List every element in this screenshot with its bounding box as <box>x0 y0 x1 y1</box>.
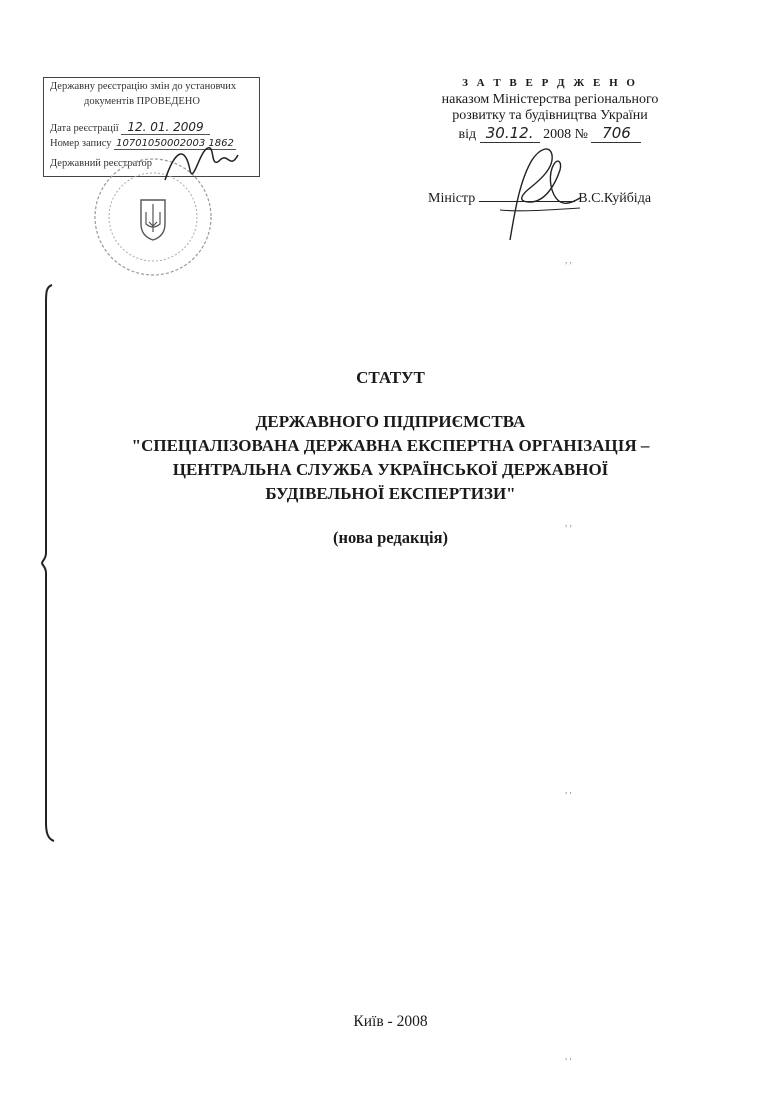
scan-speck: , , <box>565 255 572 265</box>
scan-speck: , , <box>565 1051 572 1061</box>
minister-label: Міністр <box>428 191 476 206</box>
subtitle-line-2: "СПЕЦІАЛІЗОВАНА ДЕРЖАВНА ЕКСПЕРТНА ОРГАНІЗАЦІЯ – <box>131 436 650 455</box>
approval-heading: З А Т В Е Р Д Ж Е Н О <box>462 77 638 89</box>
stamp-date-row <box>50 120 210 134</box>
registrar-signature-icon <box>160 140 240 190</box>
stamp-number-label: Номер запису <box>50 138 112 149</box>
minister-name: В.С.Куйбіда <box>578 191 652 206</box>
approval-date-prefix: від <box>458 127 477 142</box>
stamp-line-1: Державну реєстрацію змін до установчих <box>50 81 237 92</box>
stamp-date-value: 12. 01. 2009 <box>121 120 209 135</box>
subtitle-line-4: БУДІВЕЛЬНОЇ ЕКСПЕРТИЗИ" <box>265 484 516 503</box>
edition-note: (нова редакція) <box>332 528 449 547</box>
place-and-year: Київ - 2008 <box>353 1013 428 1030</box>
approval-date-value: 30.12. <box>480 124 540 143</box>
approval-year: 2008 № <box>543 127 588 142</box>
scan-speck: , , <box>565 518 572 528</box>
scan-speck: , , <box>565 785 572 795</box>
subtitle-line-1: ДЕРЖАВНОГО ПІДПРИЄМСТВА <box>255 412 526 431</box>
binding-bracket-icon <box>40 283 56 843</box>
stamp-number-value: 10701050002003 1862 <box>116 138 234 149</box>
stamp-date-label: Дата реєстрації <box>50 123 119 134</box>
approval-order-number: 706 <box>591 124 641 143</box>
approval-line-1: наказом Міністерства регіонального <box>441 92 659 107</box>
stamp-registrar-label: Державний реєстратор <box>50 158 152 169</box>
minister-signature-icon <box>470 140 590 245</box>
subtitle-line-3: ЦЕНТРАЛЬНА СЛУЖБА УКРАЇНСЬКОЇ ДЕРЖАВНОЇ <box>172 460 609 479</box>
document-title: СТАТУТ <box>356 368 425 387</box>
stamp-line-2: документів ПРОВЕДЕНО <box>84 96 200 107</box>
approval-line-2: розвитку та будівництва України <box>452 108 648 123</box>
